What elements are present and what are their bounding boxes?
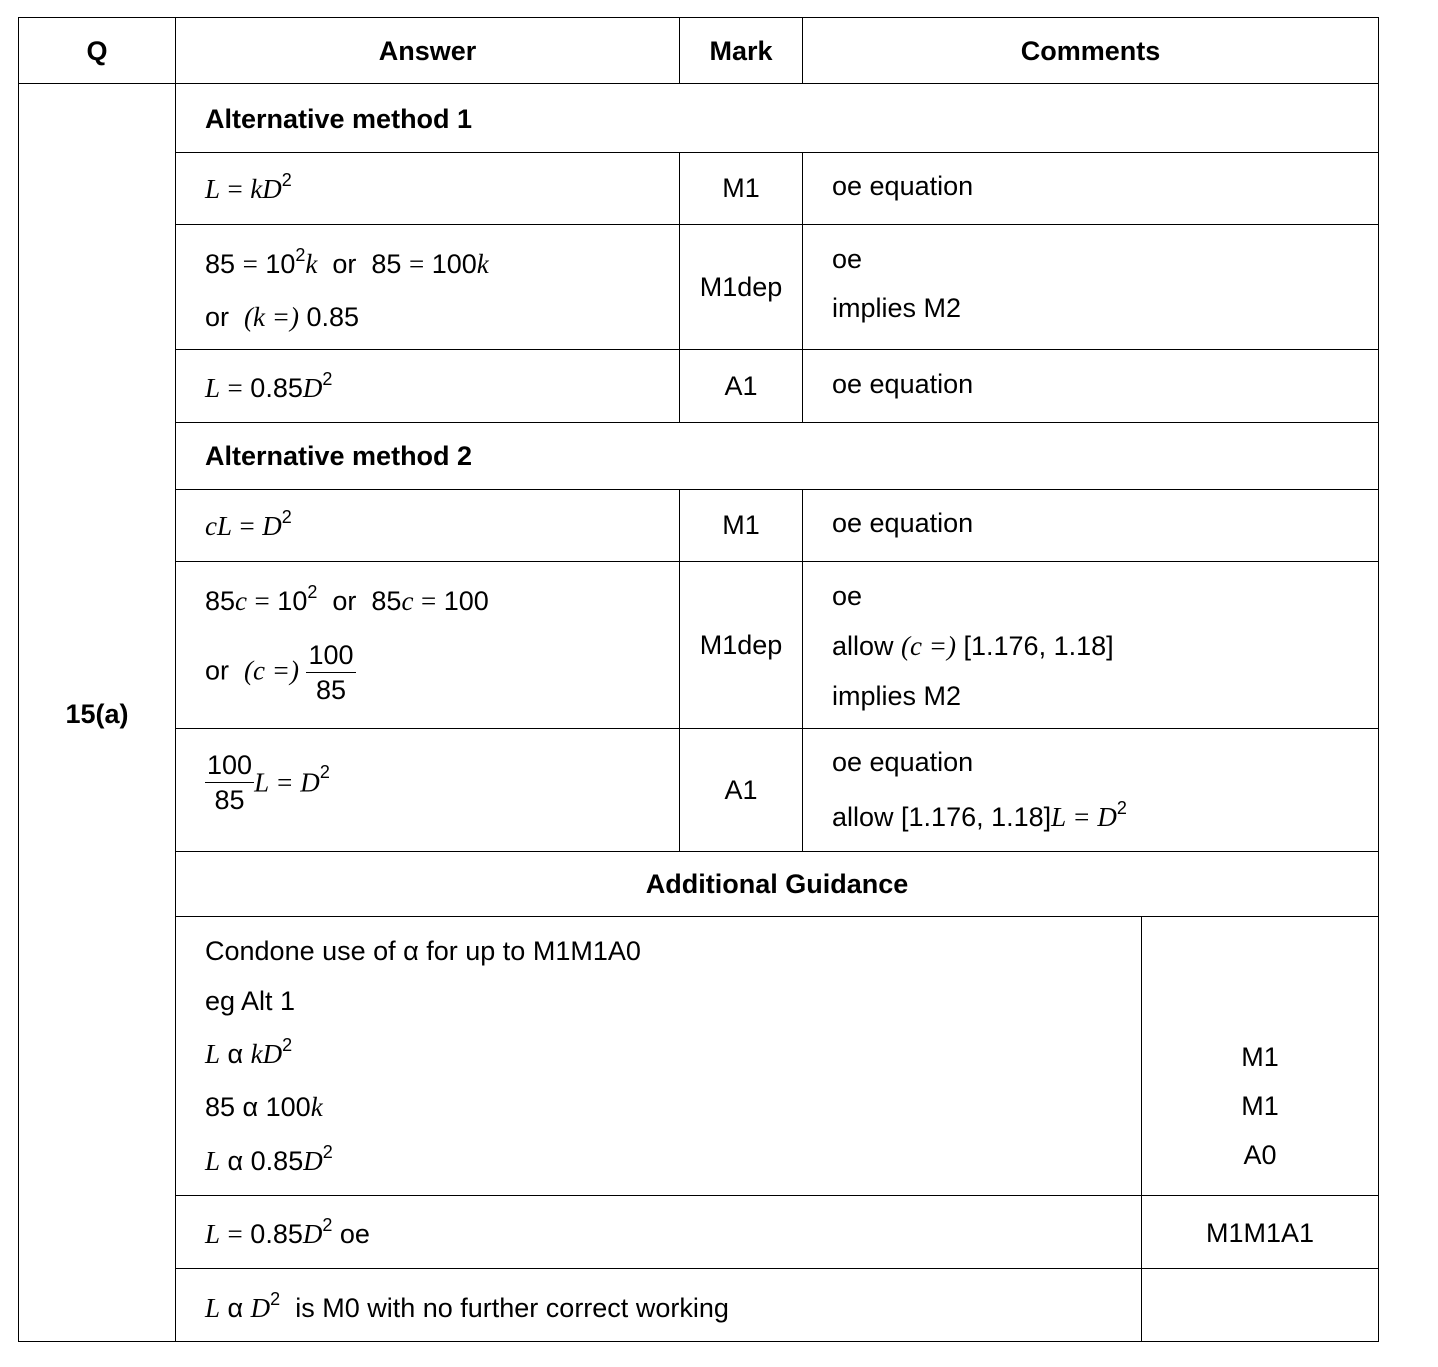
alt2-mark-2: M1dep: [699, 630, 783, 660]
row-divider-header: [19, 83, 1378, 84]
header-comments: Comments: [1020, 36, 1161, 66]
row-divider: [175, 916, 1378, 917]
guidance-line-4: 85 α 100k: [205, 1092, 323, 1122]
row-divider: [175, 1195, 1378, 1196]
guidance-line-3: L α $kD^2$: [205, 1035, 293, 1069]
alt1-answer-2-line1: $85 = 10^2k$ or 85 = 100k: [205, 245, 489, 279]
row-divider: [175, 422, 1378, 423]
guidance-title: Additional Guidance: [645, 869, 909, 899]
col-divider-mark-alt1: [802, 152, 803, 422]
mark-scheme-table: [18, 17, 1379, 1342]
row-divider: [175, 561, 1378, 562]
guidance-mark-1: M1: [1241, 1042, 1279, 1072]
guidance-mark-3: A0: [1243, 1140, 1277, 1170]
header-mark: Mark: [709, 36, 773, 66]
alt2-mark-3: A1: [724, 775, 758, 805]
alt2-answer-2-line2: or (c =) $\frac{100}{85}$: [205, 640, 354, 705]
alt1-answer-3: $L = 0.85D^2$: [205, 369, 333, 403]
alt2-comment-2-line3: implies M2: [832, 681, 962, 711]
row-divider: [175, 489, 1378, 490]
alt1-comment-2-line2: implies M2: [832, 293, 962, 323]
alt1-comment-2-line1: oe: [832, 244, 863, 274]
alt1-comment-3: oe equation: [832, 369, 974, 399]
alt1-answer-2-line2: or (k =) 0.85: [205, 302, 360, 332]
guidance-line-5: L α $0.85D^2$: [205, 1142, 333, 1176]
alt2-comment-2-line1: oe: [832, 581, 863, 611]
fraction-100-over-85: $\frac{100}{85}$: [308, 640, 354, 705]
guidance-row-2: $L = 0.85D^2$ oe: [205, 1215, 370, 1249]
alt1-title: Alternative method 1: [205, 104, 473, 134]
alt2-title: Alternative method 2: [205, 441, 473, 471]
guidance-row-3: L α $D^2$ is M0 with no further correct working: [205, 1289, 729, 1323]
guidance-line-1: Condone use of α for up to M1M1A0: [205, 936, 641, 966]
alt1-comment-1: oe equation: [832, 171, 974, 201]
alt2-comment-2-line2: allow (c =) [1.176, 1.18]: [832, 631, 1114, 661]
row-divider: [175, 728, 1378, 729]
guidance-mark-2: M1: [1241, 1091, 1279, 1121]
row-divider: [175, 349, 1378, 350]
guidance-line-2: eg Alt 1: [205, 986, 296, 1016]
guidance-row-2-mark: M1M1A1: [1205, 1218, 1315, 1248]
row-divider: [175, 1268, 1378, 1269]
alt1-mark-3: A1: [724, 371, 758, 401]
row-divider: [175, 152, 1378, 153]
alt2-mark-1: M1: [722, 510, 760, 540]
alt1-mark-2: M1dep: [699, 272, 783, 302]
header-answer: Answer: [378, 36, 477, 66]
alt2-comment-1: oe equation: [832, 508, 974, 538]
row-divider: [175, 851, 1378, 852]
alt1-mark-1: M1: [722, 173, 760, 203]
alt2-comment-3-line1: oe equation: [832, 747, 974, 777]
alt2-answer-1: cL = $D^2$: [205, 507, 292, 541]
header-q: Q: [86, 36, 108, 66]
alt2-answer-3: $\frac{100}{85}$ $L = D^2$: [207, 750, 330, 815]
col-divider-guidance: [1141, 916, 1142, 1341]
question-number: 15(a): [65, 699, 129, 729]
alt1-answer-1: $L = kD^2$: [205, 170, 292, 204]
col-divider-mark-alt2: [802, 489, 803, 851]
alt2-answer-2-line1: $85c = 10^2$ or 85c = 100: [205, 582, 489, 616]
col-divider-q: [175, 18, 176, 1341]
fraction-100-over-85: $\frac{100}{85}$: [207, 750, 253, 815]
alt2-comment-3-line2: allow [1.176, $1.18]L = D^2$: [832, 798, 1127, 832]
row-divider: [175, 224, 1378, 225]
